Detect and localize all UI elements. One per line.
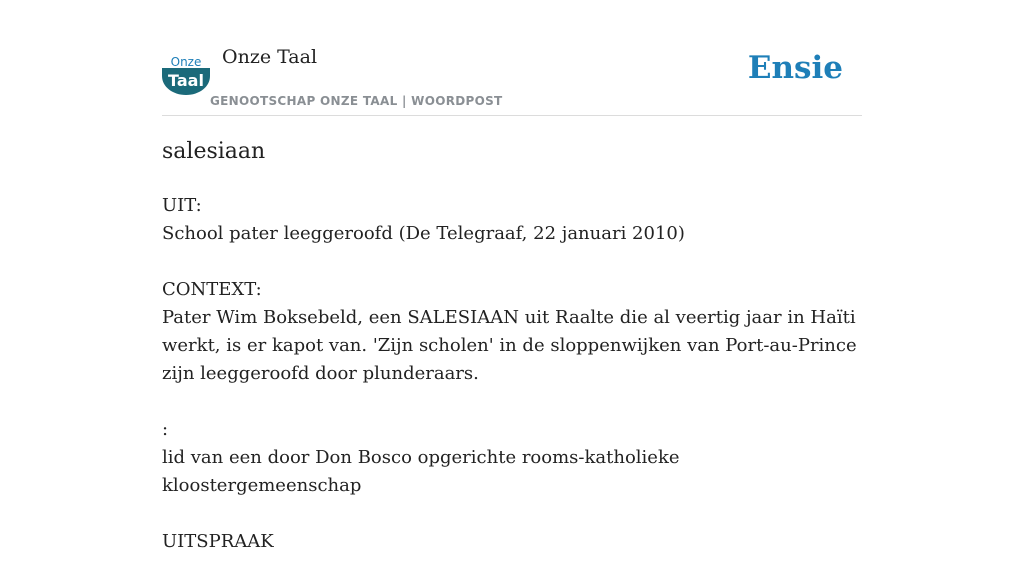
- context-section: [162, 276, 862, 388]
- site-subtitle: GENOOTSCHAP ONZE TAAL | WOORDPOST: [210, 94, 503, 108]
- uit-label: UIT:: [162, 195, 202, 216]
- ensie-brand-link[interactable]: Ensie: [747, 50, 843, 86]
- definition-section: [162, 416, 862, 500]
- onze-taal-logo[interactable]: [162, 54, 210, 95]
- uit-text: School pater leeggeroofd (De Telegraaf, 22 januari 2010): [162, 223, 685, 244]
- uit-section: [162, 192, 862, 248]
- uitspraak-section: [162, 528, 862, 556]
- entry-content: [162, 192, 862, 584]
- definition-text: lid van een door Don Bosco opgerichte rooms-katholieke kloostergemeenschap: [162, 447, 680, 496]
- site-header: [162, 44, 862, 116]
- definition-label: :: [162, 419, 169, 440]
- uitspraak-label: UITSPRAAK: [162, 531, 274, 552]
- entry-term: salesiaan: [162, 139, 266, 164]
- context-text: Pater Wim Boksebeld, een SALESIAAN uit Raalte die al veertig jaar in Haïti werkt, is er kapot van. 'Zijn scholen' in de sloppenwijken van Port-au-Prince zijn leeggeroofd door plunderaars.: [162, 307, 857, 384]
- logo-top-text: Onze: [170, 55, 202, 69]
- site-title[interactable]: Onze Taal: [222, 46, 318, 68]
- context-label: CONTEXT:: [162, 279, 262, 300]
- logo-bottom-text: Taal: [168, 71, 204, 90]
